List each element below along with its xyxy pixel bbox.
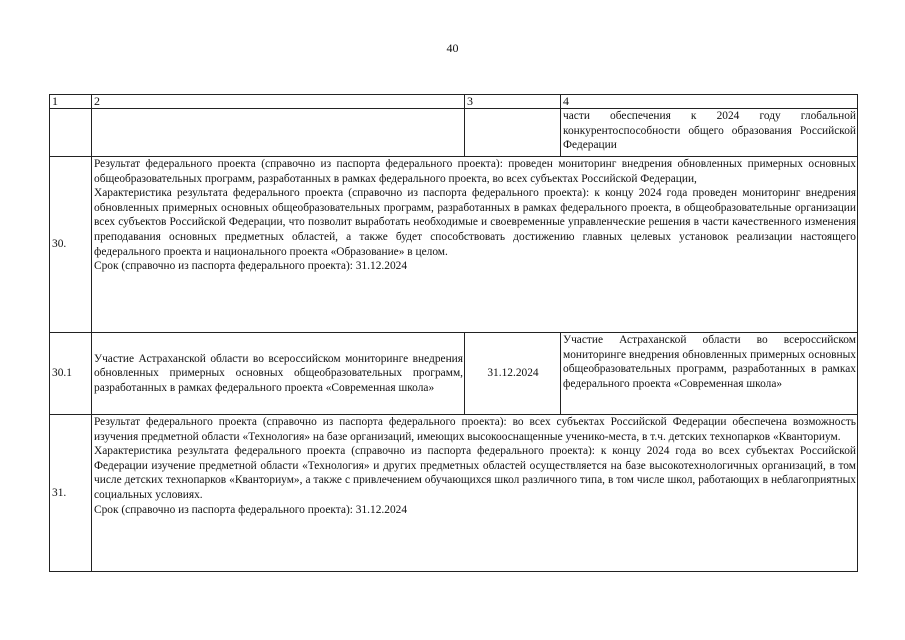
header-col-1: 1 [50, 95, 92, 109]
header-col-3: 3 [465, 95, 561, 109]
header-col-2: 2 [92, 95, 465, 109]
row-number [50, 333, 92, 415]
deadline-text: Срок (справочно из паспорта федерального проекта): 31.12.2024 [94, 260, 408, 273]
table-row-30 [50, 157, 858, 333]
table-header-row [50, 95, 858, 109]
continuation-num-cell [50, 109, 92, 157]
outcome-cell: Участие Астраханской области во всероссийском мониторинге внедрения обновленных примерных основных общеобразовательных программ, разработанных в рамках федерального проекта «Современная школа» [561, 333, 858, 415]
date-text: 31.12.2024 [487, 367, 539, 380]
federal-result-text: Результат федерального проекта (справочно из паспорта федерального проекта): проведен мониторинг внедрения обновленных примерных основных общеобразовательных программ, разработанных в рамках федерального проекта, во всех субъектах Российской Федерации, [94, 158, 856, 185]
row-number-text: 30. [52, 238, 67, 251]
deadline-text: Срок (справочно из паспорта федерального проекта): 31.12.2024 [94, 503, 408, 516]
plan-table [49, 94, 858, 572]
task-cell: Участие Астраханской области во всероссийском мониторинге внедрения обновленных примерных основных общеобразовательных программ, разработанных в рамках федерального проекта «Современная школа» [92, 333, 465, 415]
federal-result-cell [92, 157, 858, 333]
result-characteristic-text: Характеристика результата федерального проекта (справочно из паспорта федерального проекта): к концу 2024 года во всех субъектах Российской Федерации изучение предметной области «Технология» и других предметных областей осуществляется на базе высокотехнологичных организаций, в том числе детских технопарков «Кванториум», а также с привлечением обучающихся школ различного типа, в том числе школ, работающих в неблагоприятных социальных условиях. [94, 445, 856, 501]
table-row-30-1 [50, 333, 858, 415]
row-number-text: 31. [52, 486, 67, 499]
continuation-task-cell [92, 109, 465, 157]
result-characteristic-text: Характеристика результата федерального проекта (справочно из паспорта федерального проекта): к концу 2024 года проведен мониторинг внедрения обновленных примерных основных общеобразовательных программ, разработанных в рамках федерального проекта, в общеобразовательные организации всех субъектов Российской Федерации, что позволит выработать необходимые и своевременные управленческие решения в части качественного изменения преподавания основных предметных областей, а также будет способствовать достижению главных целевых установок реализации настоящего федерального проекта и национального проекта «Образование» в целом. [94, 187, 856, 258]
page-number: 40 [446, 41, 459, 55]
continuation-date-cell [465, 109, 561, 157]
date-cell [465, 333, 561, 415]
row-number [50, 157, 92, 333]
row-number [50, 415, 92, 572]
continuation-outcome-cell: части обеспечения к 2024 году глобальной конкурентоспособности общего образования Российской Федерации [561, 109, 858, 157]
federal-result-text: Результат федерального проекта (справочно из паспорта федерального проекта): во всех субъектах Российской Федерации обеспечена возможность изучения предметной области «Технология» на базе организаций, имеющих высокооснащенные ученико-места, в т.ч. детских технопарков «Кванториум. [94, 416, 856, 443]
table-row-31 [50, 415, 858, 572]
row-number-text: 30.1 [52, 367, 72, 380]
header-col-4: 4 [561, 95, 858, 109]
federal-result-cell [92, 415, 858, 572]
continuation-row [50, 109, 858, 157]
